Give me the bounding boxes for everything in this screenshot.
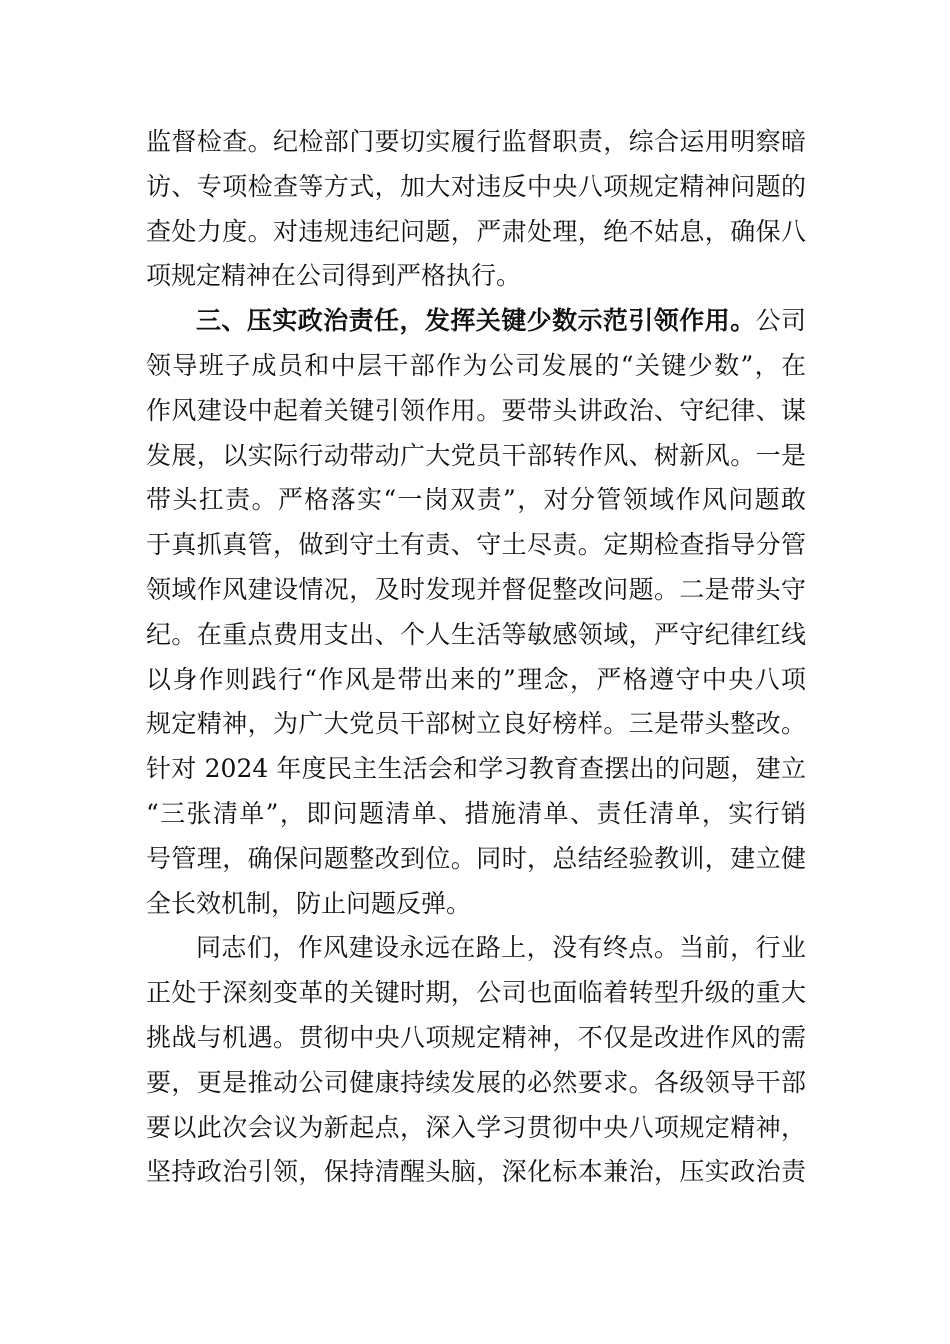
text-line [146, 658, 806, 703]
line-text: 以身作则践行“作风是带出来的”理念，严格遵守中央八项 [146, 664, 806, 694]
text-line [146, 523, 806, 568]
text-line [146, 926, 806, 971]
line-text: 正处于深刻变革的关键时期，公司也面临着转型升级的重大 [146, 978, 806, 1008]
text-line [146, 210, 806, 255]
section-heading: 三、压实政治责任，发挥关键少数示范引领作用。 [196, 306, 756, 336]
text-line [146, 792, 806, 837]
line-text: 挑战与机遇。贯彻中央八项规定精神，不仅是改进作风的需 [146, 1022, 806, 1052]
line-text: 坚持政治引领，保持清醒头脑，深化标本兼治，压实政治责 [146, 1157, 806, 1187]
text-line [146, 299, 806, 344]
text-line [146, 434, 806, 479]
line-text: 查处力度。对违规违纪问题，严肃处理，绝不姑息，确保八 [146, 216, 806, 246]
text-line [146, 1061, 806, 1106]
line-text: 规定精神，为广大党员干部树立良好榜样。三是带头整改。 [146, 709, 806, 739]
text-line [146, 1150, 806, 1195]
line-text: 监督检查。纪检部门要切实履行监督职责，综合运用明察暗 [146, 127, 806, 156]
line-text: 带头扛责。严格落实“一岗双责”，对分管领域作风问题敢 [146, 485, 806, 515]
line-text: 同志们，作风建设永远在路上，没有终点。当前，行业 [196, 933, 806, 963]
text-line [146, 1016, 806, 1061]
line-text: 领导班子成员和中层干部作为公司发展的“关键少数”，在 [146, 350, 806, 380]
text-line [146, 165, 806, 210]
text-line [146, 747, 806, 792]
line-text: 项规定精神在公司得到严格执行。 [146, 261, 522, 291]
line-text: 领域作风建设情况，及时发现并督促整改问题。二是带头守 [146, 574, 806, 604]
text-line [146, 254, 806, 299]
line-text: 访、专项检查等方式，加大对违反中央八项规定精神问题的 [146, 171, 806, 201]
text-line [146, 568, 806, 613]
text-line [146, 702, 806, 747]
line-text: 要，更是推动公司健康持续发展的必然要求。各级领导干部 [146, 1067, 806, 1097]
text-line [146, 1106, 806, 1151]
text-line [146, 971, 806, 1016]
line-text: 纪。在重点费用支出、个人生活等敏感领域，严守纪律红线 [146, 619, 806, 649]
text-line [146, 344, 806, 389]
line-text: 作风建设中起着关键引领作用。要带头讲政治、守纪律、谋 [146, 395, 806, 425]
line-text: 要以此次会议为新起点，深入学习贯彻中央八项规定精神， [146, 1112, 806, 1142]
text-line [146, 882, 806, 927]
line-text: 公司 [755, 306, 806, 336]
text-line [146, 389, 806, 434]
text-line [146, 613, 806, 658]
document-body [146, 120, 806, 1195]
line-text: 号管理，确保问题整改到位。同时，总结经验教训，建立健 [146, 843, 806, 873]
text-line [146, 478, 806, 523]
line-text: “三张清单”，即问题清单、措施清单、责任清单，实行销 [146, 798, 806, 828]
text-line [146, 837, 806, 882]
text-line [146, 120, 806, 165]
line-text: 全长效机制，防止问题反弹。 [146, 888, 472, 918]
line-text: 针对 2024 年度民主生活会和学习教育查摆出的问题，建立 [146, 754, 806, 784]
line-text: 于真抓真管，做到守土有责、守土尽责。定期检查指导分管 [146, 530, 806, 560]
line-text: 发展，以实际行动带动广大党员干部转作风、树新风。一是 [146, 440, 806, 470]
